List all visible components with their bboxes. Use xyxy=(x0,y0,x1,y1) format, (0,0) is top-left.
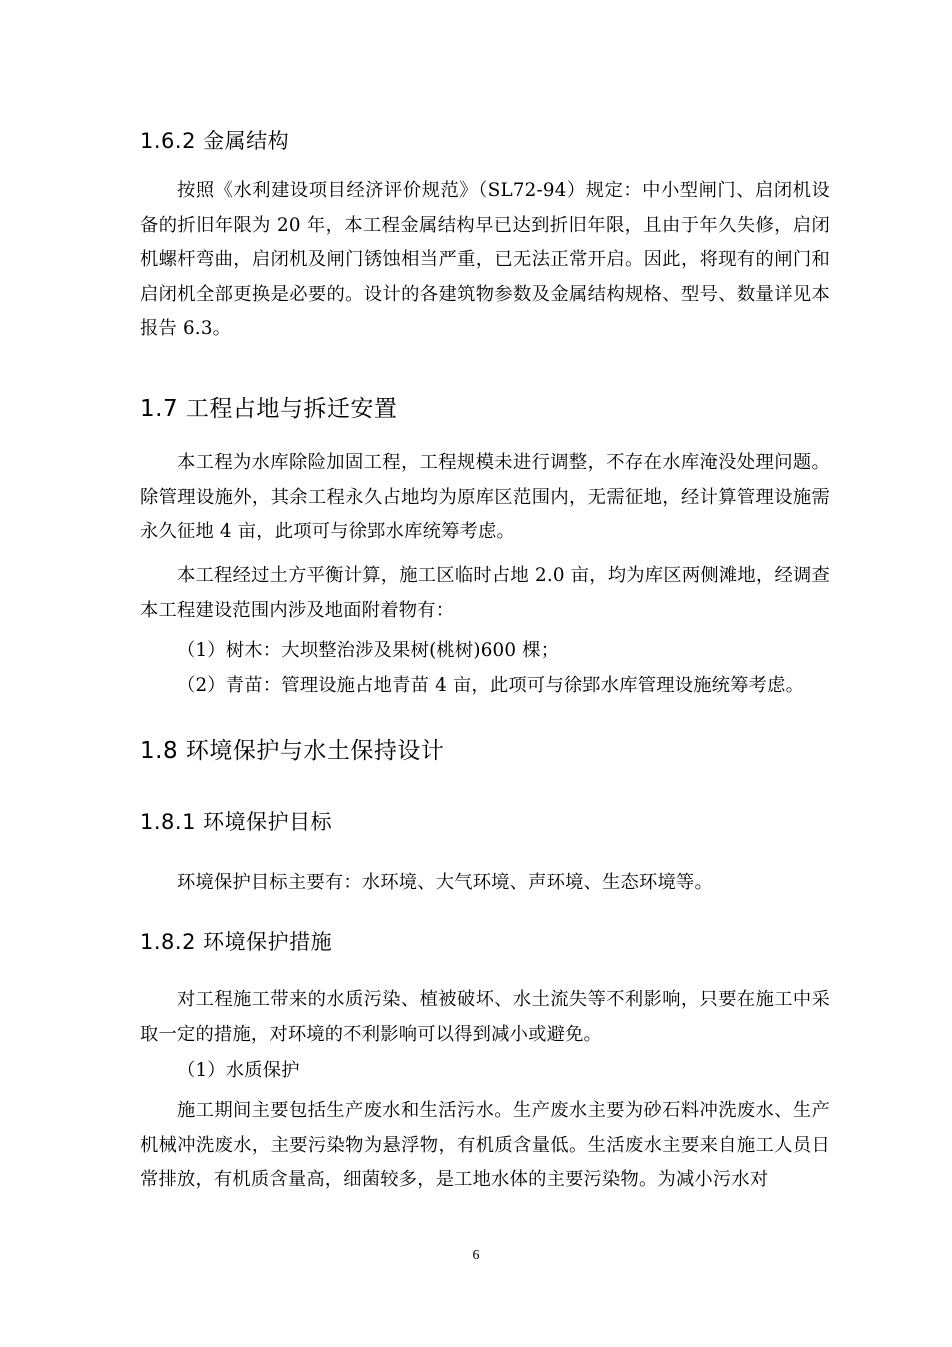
paragraph-protection-targets: 环境保护目标主要有：水环境、大气环境、声环境、生态环境等。 xyxy=(177,872,713,893)
section-heading-1-6-2: 1.6.2 金属结构 xyxy=(140,129,290,153)
list-item-crops: （2）青苗：管理设施占地青苗 4 亩，此项可与徐郢水库管理设施统筹考虑。 xyxy=(177,675,805,696)
section-heading-1-8: 1.8 环境保护与水土保持设计 xyxy=(140,738,445,764)
list-item-trees: （1）树木：大坝整治涉及果树(桃树)600 棵； xyxy=(177,640,560,661)
section-heading-1-8-1: 1.8.1 环境保护目标 xyxy=(140,810,333,834)
paragraph-protection-measures: 对工程施工带来的水质污染、植被破坏、水土流失等不利影响，只要在施工中采取一定的措施，对环境的不利影响可以得到减小或避免。 xyxy=(140,989,830,1045)
paragraph-temporary-land: 本工程经过土方平衡计算，施工区临时占地 2.0 亩，均为库区两侧滩地，经调查本工程建设范围内涉及地面附着物有： xyxy=(140,565,830,621)
section-heading-1-7: 1.7 工程占地与拆迁安置 xyxy=(140,396,398,422)
paragraph-metal-structure: 按照《水利建设项目经济评价规范》（SL72-94）规定：中小型闸门、启闭机设备的折旧年限为 20 年，本工程金属结构早已达到折旧年限，且由于年久失修，启闭机螺杆弯曲，启闭机及闸门锈蚀相当严重，已无法正常开启。因此，将现有的闸门和启闭机全部更换是必要的。设计的各建筑物参数及金属结构规格、型号、数量详见本报告 6.3。 xyxy=(140,180,830,340)
section-heading-1-8-2: 1.8.2 环境保护措施 xyxy=(140,930,333,954)
page-number: 6 xyxy=(472,1248,480,1263)
paragraph-land-occupation: 本工程为水库除险加固工程，工程规模未进行调整，不存在水库淹没处理问题。除管理设施外，其余工程永久占地均为原库区范围内，无需征地，经计算管理设施需永久征地 4 亩，此项可与徐郢水库统筹考虑。 xyxy=(140,452,830,543)
paragraph-wastewater: 施工期间主要包括生产废水和生活污水。生产废水主要为砂石料冲洗废水、生产机械冲洗废水，主要污染物为悬浮物，有机质含量低。生活废水主要来自施工人员日常排放，有机质含量高，细菌较多，是工地水体的主要污染物。为减小污水对 xyxy=(140,1100,830,1191)
list-item-water-quality: （1）水质保护 xyxy=(177,1060,300,1081)
